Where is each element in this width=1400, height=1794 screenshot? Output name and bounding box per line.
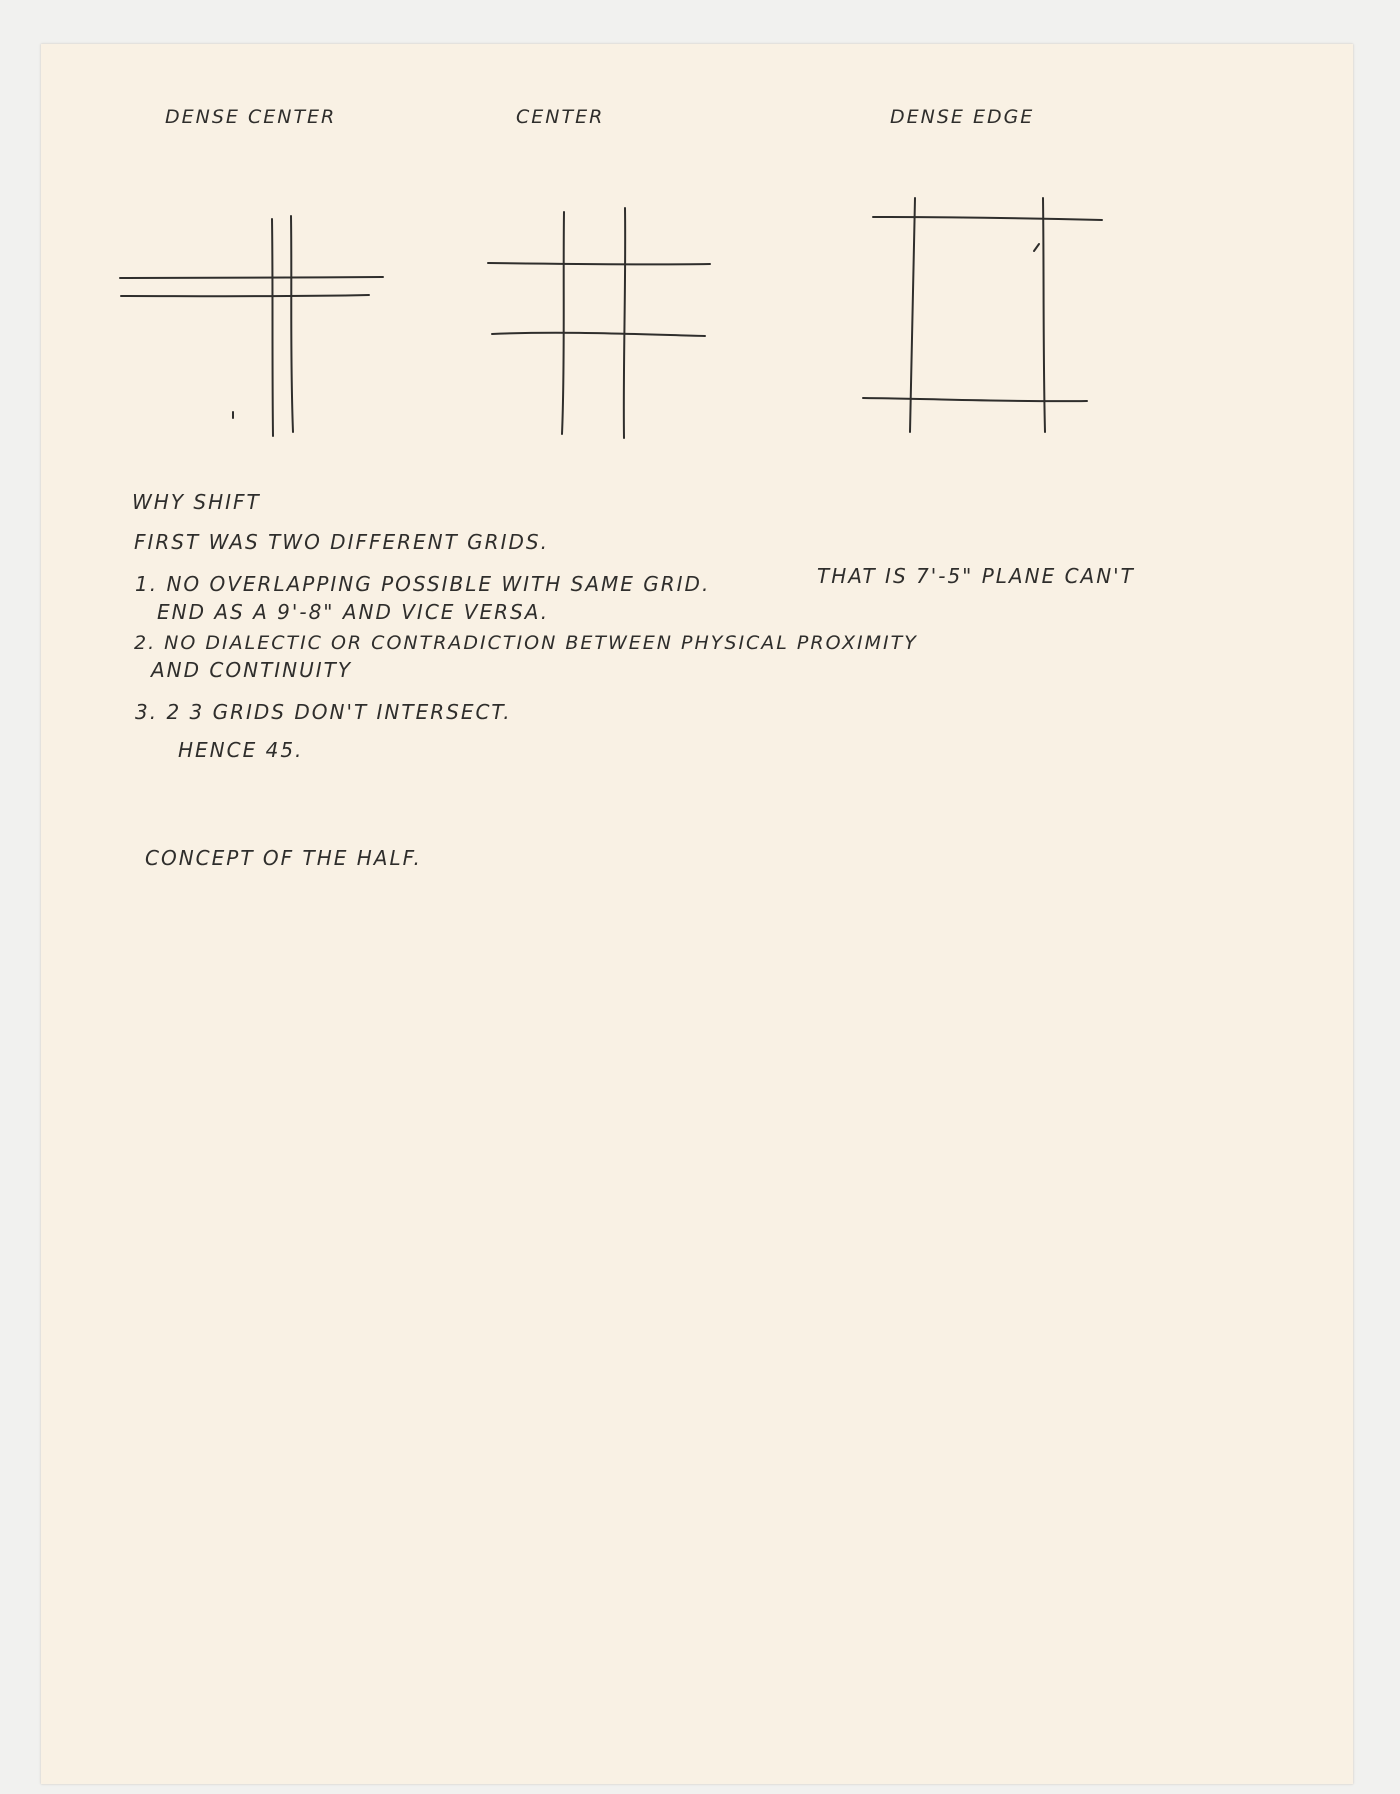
label-dense-center: DENSE CENTER <box>165 106 337 128</box>
label-center: CENTER <box>516 106 605 128</box>
note-intro: FIRST WAS TWO DIFFERENT GRIDS. <box>134 530 549 554</box>
note-item3: 3. 2 3 GRIDS DON'T INTERSECT. <box>135 700 512 724</box>
note-item2-line2: AND CONTINUITY <box>151 658 353 682</box>
sketch-center <box>481 164 741 424</box>
label-dense-edge: DENSE EDGE <box>890 106 1035 128</box>
note-item1-line1b: THAT IS 7'-5" PLANE CAN'T <box>817 564 1135 588</box>
note-item1-line1: 1. NO OVERLAPPING POSSIBLE WITH SAME GRID. <box>135 572 711 596</box>
note-item2-line1: 2. NO DIALECTIC OR CONTRADICTION BETWEEN PHYSICAL PROXIMITY <box>134 632 918 654</box>
note-heading: WHY SHIFT <box>132 490 261 514</box>
sketch-dense-edge <box>851 152 1111 412</box>
note-item1-line2: END AS A 9'-8" AND VICE VERSA. <box>157 600 550 624</box>
paper-sheet <box>41 44 1353 1784</box>
note-concept: CONCEPT OF THE HALF. <box>145 846 422 870</box>
note-item3-sub: HENCE 45. <box>178 738 304 762</box>
sketch-dense-center <box>121 174 421 454</box>
